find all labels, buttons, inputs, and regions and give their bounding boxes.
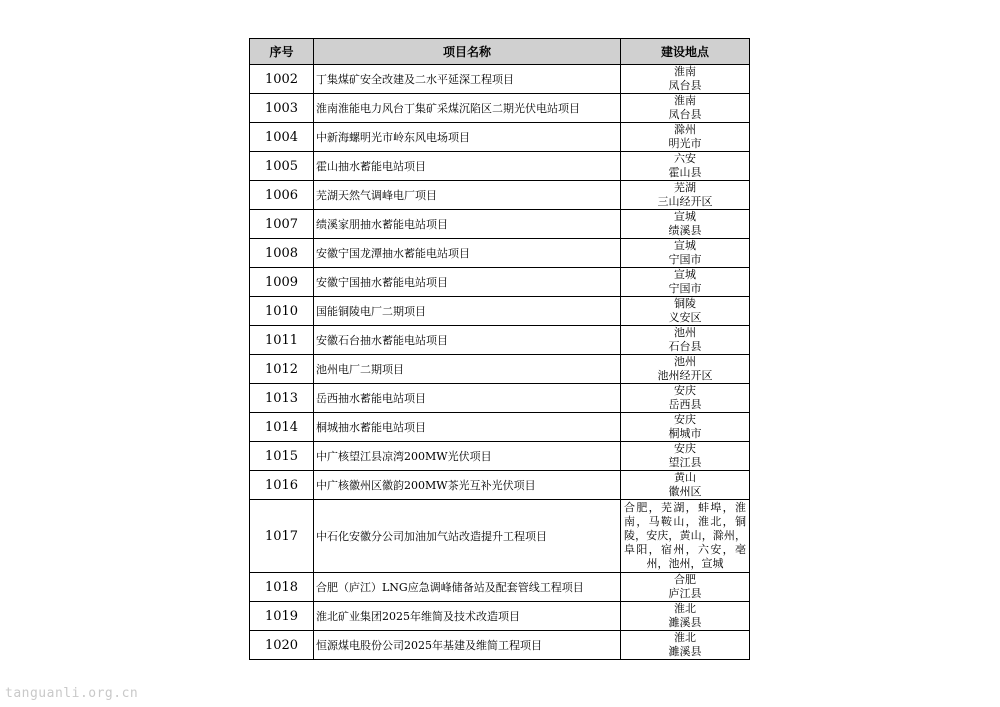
location-district: 濉溪县 [668,616,702,629]
row-number: 1016 [250,471,314,500]
table-row [250,94,750,123]
row-location [621,355,750,384]
row-project-name: 桐城抽水蓄能电站项目 [314,413,621,442]
location-district: 霍山县 [668,166,702,179]
location-district: 徽州区 [668,485,702,498]
location-city: 铜陵 [674,297,696,310]
location-city: 淮北 [674,631,696,644]
row-location [621,123,750,152]
row-location [621,239,750,268]
project-table [249,38,750,660]
row-location [621,602,750,631]
location-district: 明光市 [668,137,702,150]
location-city: 宣城 [674,210,696,223]
location-district: 岳西县 [668,398,702,411]
table-row [250,210,750,239]
location-district: 池州经开区 [657,369,713,382]
location-district: 凤台县 [668,108,702,121]
table-row [250,602,750,631]
row-number: 1009 [250,268,314,297]
row-project-name: 中广核徽州区徽韵200MW茶光互补光伏项目 [314,471,621,500]
header-serial-number: 序号 [250,39,314,65]
location-city: 合肥 [674,573,696,586]
row-project-name: 芜湖天然气调峰电厂项目 [314,181,621,210]
row-project-name: 淮南淮能电力风台丁集矿采煤沉陷区二期光伏电站项目 [314,94,621,123]
location-city: 安庆 [674,384,696,397]
table-row [250,413,750,442]
row-number: 1020 [250,631,314,660]
row-number: 1008 [250,239,314,268]
location-city: 淮南 [674,94,696,107]
header-project-name: 项目名称 [314,39,621,65]
table-row [250,297,750,326]
location-city: 宣城 [674,239,696,252]
location-district: 庐江县 [668,587,702,600]
location-district: 宁国市 [668,282,702,295]
row-location [621,326,750,355]
row-project-name: 安徽宁国抽水蓄能电站项目 [314,268,621,297]
table-row [250,239,750,268]
row-project-name: 恒源煤电股份公司2025年基建及维简工程项目 [314,631,621,660]
row-number: 1018 [250,573,314,602]
row-project-name: 绩溪家朋抽水蓄能电站项目 [314,210,621,239]
location-district: 宁国市 [668,253,702,266]
row-project-name: 淮北矿业集团2025年维简及技术改造项目 [314,602,621,631]
location-district: 桐城市 [668,427,702,440]
row-number: 1015 [250,442,314,471]
table-row [250,65,750,94]
row-location [621,631,750,660]
location-district: 濉溪县 [668,645,702,658]
row-project-name: 丁集煤矿安全改建及二水平延深工程项目 [314,65,621,94]
row-number: 1017 [250,500,314,573]
row-number: 1004 [250,123,314,152]
row-number: 1014 [250,413,314,442]
location-city: 池州 [674,326,696,339]
location-city: 安庆 [674,413,696,426]
table-row [250,573,750,602]
table-row [250,181,750,210]
row-location [621,297,750,326]
row-number: 1003 [250,94,314,123]
row-location [621,181,750,210]
table-row [250,123,750,152]
header-location: 建设地点 [621,39,750,65]
row-location [621,471,750,500]
watermark-text: tanguanli.org.cn [5,686,139,701]
row-project-name: 中新海螺明光市岭东风电场项目 [314,123,621,152]
location-city: 安庆 [674,442,696,455]
table-row [250,442,750,471]
row-project-name: 国能铜陵电厂二期项目 [314,297,621,326]
row-location [621,413,750,442]
location-district: 凤台县 [668,79,702,92]
location-city: 池州 [674,355,696,368]
row-location [621,442,750,471]
row-project-name: 合肥（庐江）LNG应急调峰储备站及配套管线工程项目 [314,573,621,602]
table-header-row [250,39,750,65]
location-city: 淮北 [674,602,696,615]
table-row [250,152,750,181]
location-city: 滁州 [674,123,696,136]
row-project-name: 安徽宁国龙潭抽水蓄能电站项目 [314,239,621,268]
row-location [621,268,750,297]
row-location [621,384,750,413]
row-project-name: 池州电厂二期项目 [314,355,621,384]
row-project-name: 岳西抽水蓄能电站项目 [314,384,621,413]
location-city: 宣城 [674,268,696,281]
table-row [250,471,750,500]
table-row [250,384,750,413]
row-project-name: 安徽石台抽水蓄能电站项目 [314,326,621,355]
location-district: 望江县 [668,456,702,469]
location-district: 三山经开区 [657,195,713,208]
table-row [250,326,750,355]
location-district: 石台县 [668,340,702,353]
row-number: 1006 [250,181,314,210]
row-number: 1011 [250,326,314,355]
location-city: 芜湖 [674,181,696,194]
row-number: 1005 [250,152,314,181]
row-location [621,573,750,602]
table-row [250,268,750,297]
row-project-name: 中广核望江县凉湾200MW光伏项目 [314,442,621,471]
location-city: 淮南 [674,65,696,78]
table-row [250,355,750,384]
location-district: 义安区 [668,311,702,324]
row-number: 1012 [250,355,314,384]
row-location [621,65,750,94]
table-row [250,631,750,660]
row-project-name: 霍山抽水蓄能电站项目 [314,152,621,181]
location-district: 绩溪县 [668,224,702,237]
location-city: 黄山 [674,471,696,484]
row-number: 1013 [250,384,314,413]
row-location [621,94,750,123]
table-row [250,500,750,573]
row-number: 1010 [250,297,314,326]
row-number: 1019 [250,602,314,631]
row-location [621,210,750,239]
row-location [621,152,750,181]
row-number: 1007 [250,210,314,239]
row-project-name: 中石化安徽分公司加油加气站改造提升工程项目 [314,500,621,573]
location-city: 六安 [674,152,696,165]
row-location: 合肥，芜湖，蚌埠，淮南，马鞍山，淮北，铜陵，安庆，黄山，滁州，阜阳，宿州，六安，亳州，池州，宣城 [621,500,750,573]
row-number: 1002 [250,65,314,94]
